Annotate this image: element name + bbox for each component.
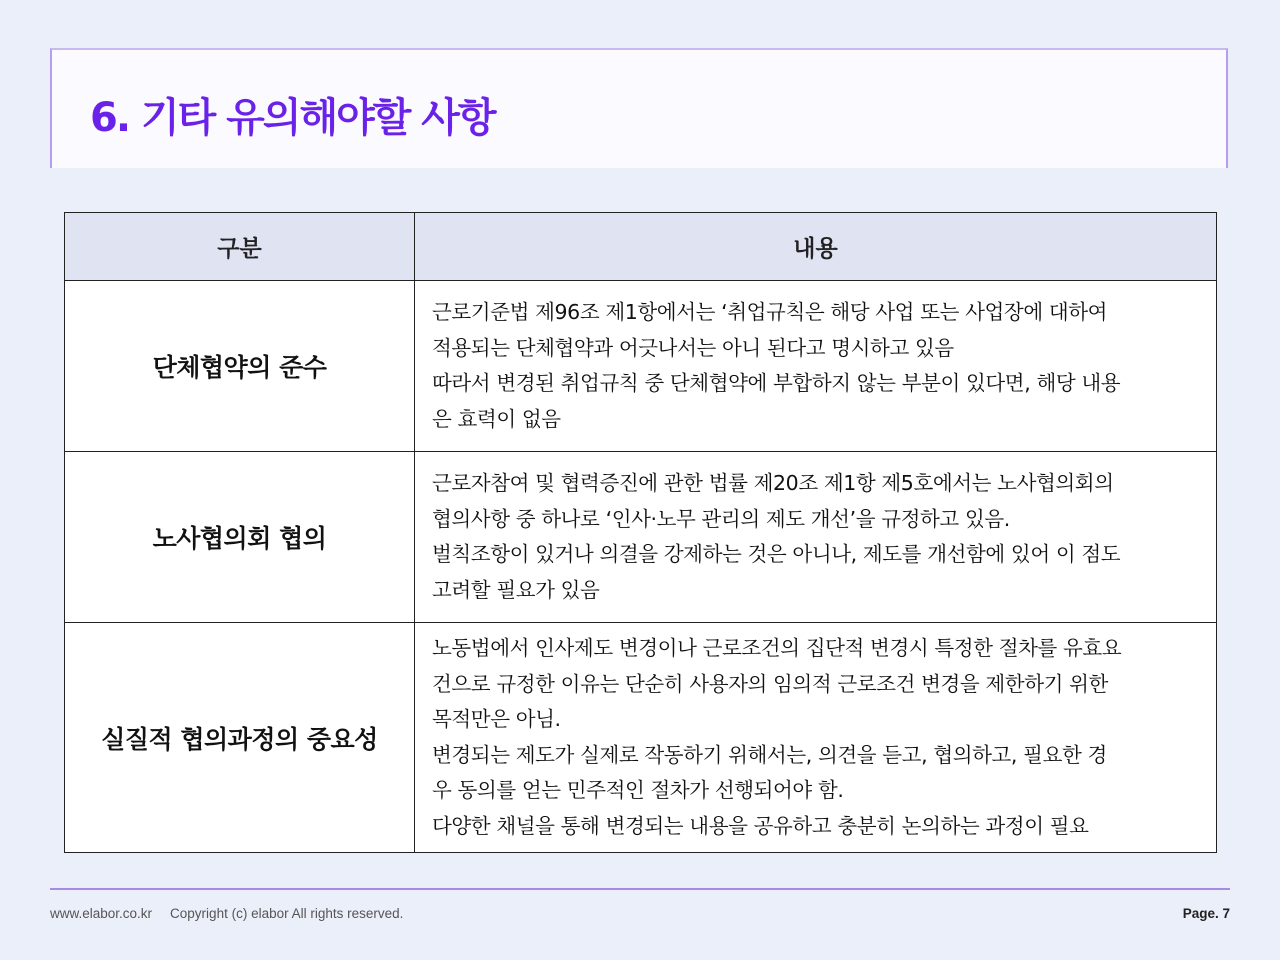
table-header-row [65,213,1217,281]
content-table [64,212,1217,853]
row-description [415,623,1217,853]
table-row [65,452,1217,623]
description-line: 다양한 채널을 통해 변경되는 내용을 공유하고 충분히 논의하는 과정이 필요 [432,813,1089,838]
description-line: 건으로 규정한 이유는 단순히 사용자의 임의적 근로조건 변경을 제한하기 위한 [432,671,1108,696]
header-content: 내용 [415,213,1217,281]
table-row [65,623,1217,853]
description-line: 협의사항 중 하나로 ‘인사·노무 관리의 제도 개선’을 규정하고 있음. [432,506,1010,531]
description-line: 변경되는 제도가 실제로 작동하기 위해서는, 의견을 듣고, 협의하고, 필요한 경 [432,742,1107,767]
row-category: 실질적 협의과정의 중요성 [65,623,415,853]
description-line: 고려할 필요가 있음 [432,577,600,602]
description-line: 노동법에서 인사제도 변경이나 근로조건의 집단적 변경시 특정한 절차를 유효요 [432,636,1122,660]
description-line: 은 효력이 없음 [432,406,561,431]
page-title: 6. 기타 유의해야할 사항 [90,95,495,141]
footer-copyright: Copyright (c) elabor All rights reserved. [170,906,404,921]
row-description [415,452,1217,623]
description-line: 근로자참여 및 협력증진에 관한 법률 제20조 제1항 제5호에서는 노사협의회의 [432,471,1114,495]
footer-divider [50,888,1230,890]
footer-info [50,906,403,921]
description-line: 우 동의를 얻는 민주적인 절차가 선행되어야 함. [432,778,844,802]
title-box [50,48,1228,168]
row-description [415,281,1217,452]
page-number: Page. 7 [1182,906,1230,921]
description-line: 따라서 변경된 취업규칙 중 단체협약에 부합하지 않는 부분이 있다면, 해당 내용 [432,371,1121,395]
description-line: 목적만은 아님. [432,707,561,731]
header-category: 구분 [65,213,415,281]
description-line: 근로기준법 제96조 제1항에서는 ‘취업규칙은 해당 사업 또는 사업장에 대하여 [432,300,1108,324]
table-row [65,281,1217,452]
description-line: 적용되는 단체협약과 어긋나서는 아니 된다고 명시하고 있음 [432,335,954,360]
description-line: 벌칙조항이 있거나 의결을 강제하는 것은 아니나, 제도를 개선함에 있어 이 점도 [432,542,1121,566]
row-category: 단체협약의 준수 [65,281,415,452]
row-category: 노사협의회 협의 [65,452,415,623]
footer-website: www.elabor.co.kr [50,906,153,921]
